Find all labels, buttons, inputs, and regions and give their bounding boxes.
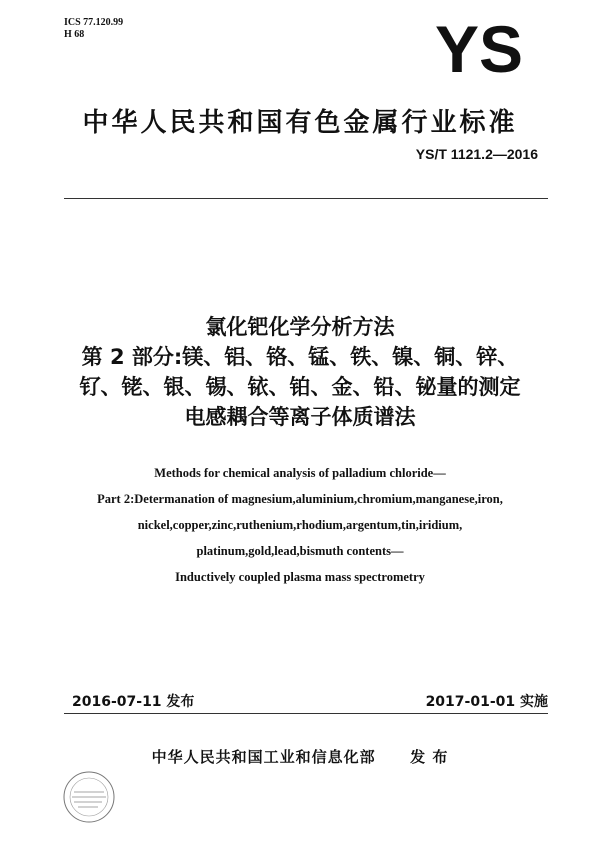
issuer-name: 中华人民共和国工业和信息化部: [151, 748, 376, 766]
english-title-line: Part 2:Determanation of magnesium,aluminium,chromium,manganese,iron,: [97, 492, 503, 506]
standard-code: YS/T 1121.2—2016: [415, 146, 538, 162]
chinese-title-line: 电感耦合等离子体质谱法: [184, 405, 416, 429]
seal-stamp: [62, 770, 116, 824]
issuer-line: [0, 746, 600, 767]
english-title-line: nickel,copper,zinc,ruthenium,rhodium,argentum,tin,iridium,: [137, 518, 463, 532]
english-title-line: Inductively coupled plasma mass spectrometry: [175, 570, 425, 584]
effective-date: 2017-01-01 实施: [425, 694, 548, 710]
classification-codes: [64, 17, 123, 41]
standard-title: 中华人民共和国有色金属行业标准: [82, 108, 518, 138]
english-title-line: Methods for chemical analysis of palladium chloride—: [154, 466, 446, 480]
issuer-action: 发 布: [410, 748, 449, 766]
english-title: [0, 460, 600, 590]
ics-code: ICS 77.120.99: [64, 17, 124, 28]
publish-date: 2016-07-11 发布: [72, 694, 195, 710]
chinese-title-line: 钌、铑、银、锡、铱、铂、金、铅、铋量的测定: [79, 375, 521, 399]
english-title-line: platinum,gold,lead,bismuth contents—: [196, 544, 404, 558]
chinese-title-line: 氯化钯化学分析方法: [205, 315, 395, 339]
bottom-divider: [64, 713, 548, 714]
svg-text:YS: YS: [434, 18, 524, 76]
ccs-code: H 68: [64, 29, 85, 40]
ys-logo: [420, 18, 538, 76]
chinese-title-line: 第 2 部分:镁、铝、铬、锰、铁、镍、铜、锌、: [81, 345, 519, 369]
chinese-title: [0, 312, 600, 432]
top-divider: [64, 198, 548, 199]
